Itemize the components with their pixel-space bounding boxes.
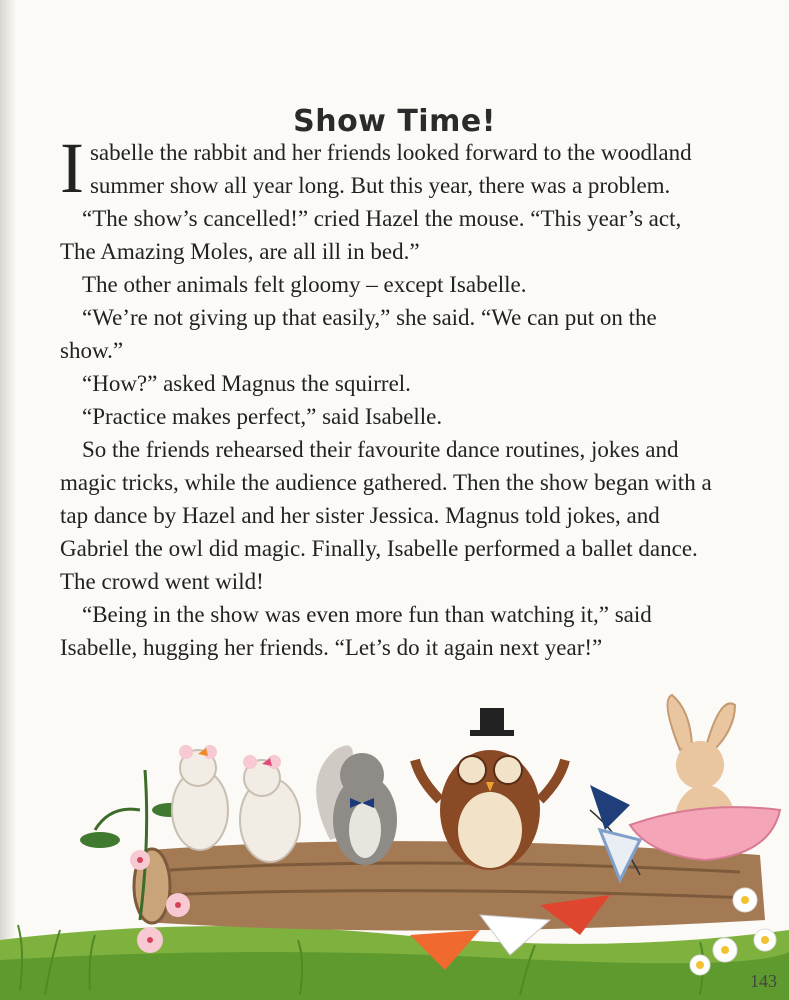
paragraph-4: “We’re not giving up that easily,” she said. “We can put on the show.” xyxy=(60,305,657,363)
paragraph-3: The other animals felt gloomy – except Isabelle. xyxy=(82,272,527,297)
paragraph-5: “How?” asked Magnus the squirrel. xyxy=(82,371,411,396)
log xyxy=(134,841,765,930)
page-title: Show Time! xyxy=(293,104,496,140)
drop-cap: I xyxy=(60,128,84,208)
rabbit-icon xyxy=(630,695,780,860)
paragraph-1 xyxy=(60,128,720,208)
paragraph-2: “The show’s cancelled!” cried Hazel the mouse. “This year’s act, The Amazing Moles, are all ill in bed.” xyxy=(60,206,682,264)
story-text xyxy=(60,128,720,664)
paragraph-6: “Practice makes perfect,” said Isabelle. xyxy=(82,404,443,429)
page-number: 143 xyxy=(750,971,777,991)
paragraph-1-text: sabelle the rabbit and her friends looked forward to the woodland summer show all year long. But this year, there was a problem. xyxy=(89,140,692,198)
illustration-scene xyxy=(0,690,789,1000)
paragraph-8: “Being in the show was even more fun than watching it,” said Isabelle, hugging her friends. “Let’s do it again next year!” xyxy=(60,602,652,660)
mouse-icon xyxy=(172,745,228,850)
mouse-icon xyxy=(240,755,300,862)
paragraph-7: So the friends rehearsed their favourite dance routines, jokes and magic tricks, while the audience gathered. Then the show began with a tap dance by Hazel and her sister Jessica. Magnus told jokes, and Gabriel the owl did magic. Finally, Isabelle performed a ballet dance. The crowd went wild! xyxy=(60,437,712,594)
